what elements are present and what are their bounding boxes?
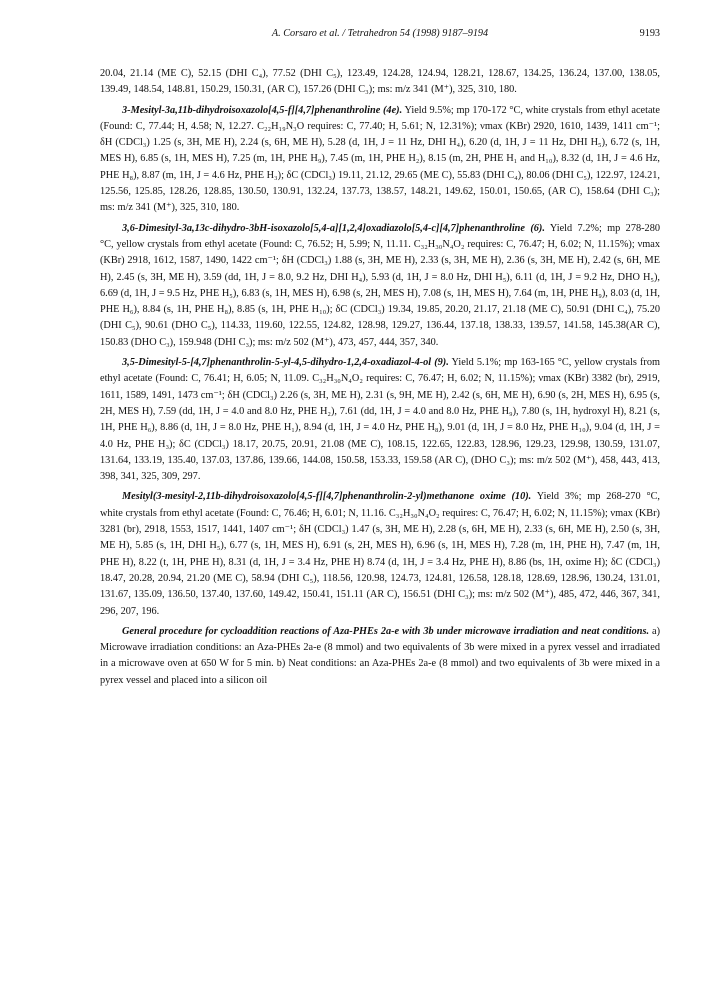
paragraph-text: Yield 9.5%; mp 170-172 °C, white crystals from ethyl acetate (Found: C, 77.44; H, 4.58; N, 12.27. C₂₂H₁₉N₃O requires: C, 77.40; H, 5.61; N, 12.31%); νmax (KBr) 2920, 1610, 1439, 1411 cm⁻¹; δH (CDCl₃) 1.25 (s, 3H, ME H), 2.24 (s, 6H, ME H), 5.28 (d, 1H, J = 11 Hz, DHI H₄), 6.20 (d, 1H, J = 11 Hz, DHI H₅), 6.72 (s, 1H, MES H), 6.85 (s, 1H, MES H), 7.25 (m, 1H, PHE H₉), 7.45 (m, 1H, PHE H₂), 8.15 (m, 2H, PHE H₁ and H₁₀), 8.32 (d, 1H, J = 4.6 Hz, PHE H₈), 8.87 (m, 1H, J = 4.6 Hz, PHE H₃); δC (CDCl₃) 19.11, 21.12, 29.65 (ME C), 55.83 (DHI C₄), 80.06 (DHI C₅), 122.97, 124.21, 125.56, 125.85, 128.26, 128.85, 130.50, 130.91, 132.24, 137.73, 138.57, 148.21, 149.62, 150.01, 150.65, (AR C), 158.64 (DHI C₃); ms: m/z 341 (M⁺), 325, 310, 180. <box>100 104 660 214</box>
paragraph-continuation <box>100 66 660 99</box>
paragraph-text: Yield 7.2%; mp 278-280 °C, yellow crystals from ethyl acetate (Found: C, 76.52; H, 5.99; N, 11.11. C₃₂H₃₀N₄O₂ requires: C, 76.47; H, 6.02; N, 11.15%); νmax (KBr) 2918, 1612, 1587, 1490, 1422 cm⁻¹; δH (CDCl₃) 1.88 (s, 3H, ME H), 2.33 (s, 3H, ME H), 2.36 (s, 3H, ME H), 2.42 (s, 6H, ME H), 2.45 (s, 3H, ME H), 3.59 (dd, 1H, J = 8.0, 9.2 Hz, DHI H₄), 5.93 (d, 1H, J = 8.0 Hz, DHI H₅), 6.11 (d, 1H, J = 9.2 Hz, DHO H₅), 6.69 (d, 1H, J = 9.5 Hz, PHE H₅), 6.83 (s, 1H, MES H), 6.98 (s, 2H, MES H), 7.08 (s, 1H, MES H), 7.64 (m, 1H, PHE H₉), 8.03 (d, 1H, PHE H₆), 8.84 (s, 1H, PHE H₈), 8.85 (s, 1H, PHE H₁₀); δC (CDCl₃) 19.34, 19.85, 20.20, 21.17, 21.18 (ME C), 50.91 (DHI C₄), 75.20 (DHI C₅), 90.61 (DHO C₅), 114.33, 119.60, 122.55, 124.82, 128.98, 129.27, 136.44, 137.18, 138.33, 139.57, 141.58, 145.38(AR C), 150.83 (DHO C₃), 159.948 (DHI C₃); ms: m/z 502 (M⁺), 473, 457, 444, 357, 340. <box>100 222 660 348</box>
general-procedure <box>100 624 660 689</box>
page-header <box>100 28 660 42</box>
article-body <box>100 66 660 693</box>
running-title: A. Corsaro et al. / Tetrahedron 54 (1998) 9187–9194 <box>271 28 489 39</box>
compound-title: 3,6-Dimesityl-3a,13c-dihydro-3bH-isoxazolo[5,4-a][1,2,4]oxadiazolo[5,4-c][4,7]phenanthroline (6). <box>122 222 545 234</box>
compound-title: 3,5-Dimesityl-5-[4,7]phenanthrolin-5-yl-4,5-dihydro-1,2,4-oxadiazol-4-ol (9). <box>122 357 449 369</box>
paragraph-text: Yield 3%; mp 268-270 °C, white crystals from ethyl acetate (Found: C, 76.46; H, 6.01; N, 11.16. C₃₂H₃₀N₄O₂ requires: C, 76.47; H, 6.02; N, 11.15%); νmax (KBr) 3281 (br), 2918, 1553, 1517, 1441, 1407 cm⁻¹; δH (CDCl₃) 1.47 (s, 3H, ME H), 2.28 (s, 6H, ME H), 2.33 (s, 6H, ME H), 2.50 (s, 3H, ME H), 5.85 (s, 1H, DHI H₅), 6.77 (s, 1H, MES H), 6.91 (s, 2H, MES H), 6.96 (s, 1H, MES H), 7.28 (m, 1H, PHE H), 7.47 (m, 1H, PHE H), 8.22 (t, 1H, PHE H), 8.31 (d, 1H, J = 3.4 Hz, PHE H) 8.74 (d, 1H, J = 3.4 Hz, PHE H), 8.86 (bs, 1H, oxime H); δC (CDCl₃) 18.47, 20.28, 20.94, 21.20 (ME C), 58.94 (DHI C₅), 118.56, 120.98, 124.73, 124.81, 126.58, 128.18, 128.69, 128.96, 130.24, 131.01, 131.67, 135.09, 136.50, 137.40, 137.60, 149.42, 150.41, 151.11 (AR C), 156.51 (DHI C₃); ms: m/z 502 (M⁺), 485, 472, 446, 367, 341, 296, 207, 196. <box>100 491 661 617</box>
compound-9 <box>100 355 660 485</box>
paragraph-text: 20.04, 21.14 (ME C), 52.15 (DHI C₄), 77.52 (DHI C₅), 123.49, 124.28, 124.94, 128.21, 128.67, 134.25, 136.24, 137.00, 138.05, 139.49, 148.54, 148.81, 150.29, 150.31, (AR C), 157.26 (DHI C₃); ms: m/z 341 (M⁺), 325, 310, 180. <box>100 68 660 96</box>
compound-4e <box>100 103 660 217</box>
paragraph-text: a) Microwave irradiation conditions: an Aza-PHEs 2a-e (8 mmol) and two equivalents of 3b were mixed in a pyrex vessel and irradiated in a microwave oven at 650 W for 5 min. b) Neat conditions: an Aza-PHEs 2a-e (8 mmol) and two equivalents of 3b were mixed in a pyrex vessel and placed into a silicon oil <box>100 625 661 686</box>
compound-6 <box>100 221 660 351</box>
compound-title: Mesityl(3-mesityl-2,11b-dihydroisoxazolo[4,5-f][4,7]phenanthrolin-2-yl)methanone oxime (10). <box>122 491 532 503</box>
compound-title: 3-Mesityl-3a,11b-dihydroisoxazolo[4,5-f][4,7]phenanthroline (4e). <box>122 104 403 116</box>
procedure-title: General procedure for cycloaddition reactions of Aza-PHEs 2a-e with 3b under microwave irradiation and neat conditions. <box>122 625 650 637</box>
page-number: 9193 <box>639 28 660 39</box>
compound-10 <box>100 489 660 619</box>
paragraph-text: Yield 5.1%; mp 163-165 °C, yellow crystals from ethyl acetate (Found: C, 76.41; H, 6.05; N, 11.09. C₃₂H₃₀N₄O₂ requires: C, 76.47; H, 6.02; N, 11.15%); νmax (KBr) 3382 (br), 2919, 1611, 1589, 1491, 1473 cm⁻¹; δH (CDCl₃) 2.26 (s, 3H, ME H), 2.31 (s, 9H, ME H), 2.42 (s, 6H, ME H), 6.90 (s, 2H, MES H), 6.95 (s, 2H, MES H), 7.59 (dd, 1H, J = 4.0 and 8.0 Hz, PHE H₂), 7.61 (dd, 1H, J = 4.0 and 8.0 Hz, PHE H₉), 7.80 (s, 1H, hydroxyl H), 8.21 (s, 1H, PHE H₆), 8.86 (d, 1H, J = 8.0 Hz, PHE H₁), 8.94 (d, 1H, J = 4.0 Hz, PHE H₈), 9.01 (d, 1H, J = 8.0 Hz, PHE H₁₀), 9.04 (d, 1H, J = 4.0 Hz, PHE H₃); δC (CDCl₃) 18.17, 20.75, 20.91, 21.08 (ME C), 108.15, 122.65, 122.83, 128.96, 129.23, 129.98, 130.59, 131.07, 131.64, 133.19, 135.40, 137.03, 137.86, 139.66, 144.08, 150.58, 153.33, 159.58 (AR C), (DHO C₃); ms: m/z 502 (M⁺), 458, 443, 413, 398, 341, 325, 309, 297. <box>100 357 660 483</box>
